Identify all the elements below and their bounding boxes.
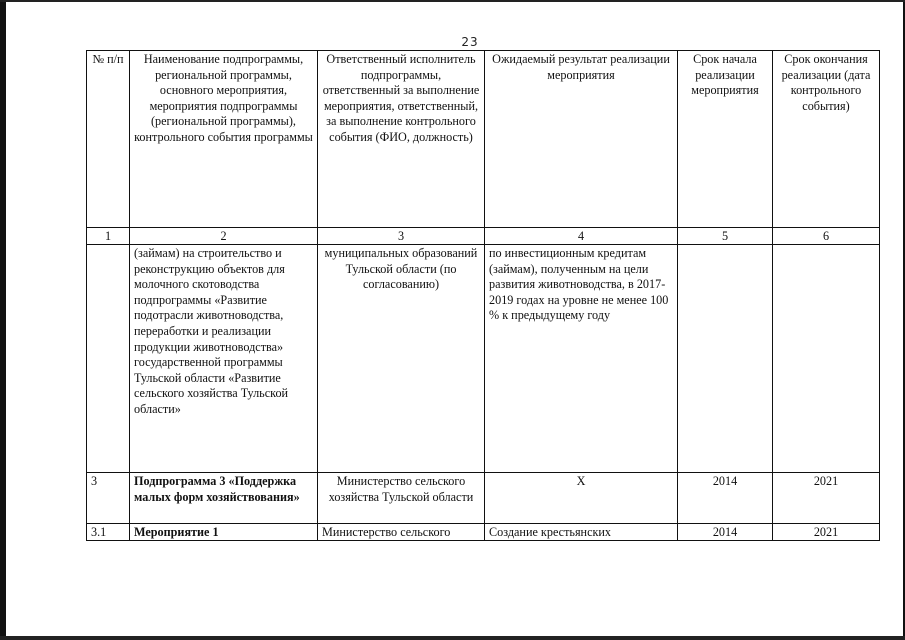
column-number-row [87,228,880,245]
row-result: X [485,473,678,524]
row-number: 3.1 [87,524,130,541]
activities-table [86,50,880,541]
row-start: 2014 [678,524,773,541]
table-row [87,524,880,541]
column-number: 2 [130,228,318,245]
column-number: 1 [87,228,130,245]
column-number: 6 [773,228,880,245]
row-responsible: муниципальных образований Тульской области (по согласованию) [318,245,485,473]
row-end: 2021 [773,473,880,524]
row-end [773,245,880,473]
row-responsible: Министерство сельского [318,524,485,541]
row-start [678,245,773,473]
column-number: 5 [678,228,773,245]
header-start: Срок начала реализации мероприятия [678,51,773,228]
row-responsible: Министерство сельского хозяйства Тульской области [318,473,485,524]
header-number: № п/п [87,51,130,228]
table-header-row [87,51,880,228]
column-number: 4 [485,228,678,245]
table-row [87,245,880,473]
row-result: Создание крестьянских [485,524,678,541]
header-end: Срок окончания реализации (дата контрольного события) [773,51,880,228]
column-number: 3 [318,228,485,245]
header-name: Наименование подпрограммы, региональной программы, основного мероприятия, мероприятия подпрограммы (региональной программы), контрольного события программы [130,51,318,228]
header-responsible: Ответственный исполнитель подпрограммы, ответственный за выполнение мероприятия, ответственный, за выполнение контрольного события (ФИО, должность) [318,51,485,228]
row-name: Подпрограмма 3 «Поддержка малых форм хозяйствования» [130,473,318,524]
row-number: 3 [87,473,130,524]
header-result: Ожидаемый результат реализации мероприятия [485,51,678,228]
row-result: по инвестиционным кредитам (займам), полученным на цели развития животноводства, в 2017-2019 годах на уровне не менее 100 % к предыдущему году [485,245,678,473]
table-row [87,473,880,524]
row-end: 2021 [773,524,880,541]
scan-border-top [0,0,905,2]
scan-border-bottom [0,636,905,640]
row-start: 2014 [678,473,773,524]
row-name: Мероприятие 1 [130,524,318,541]
scan-border-left [0,0,6,640]
row-number [87,245,130,473]
row-name: (займам) на строительство и реконструкцию объектов для молочного скотоводства подпрограммы «Развитие подотрасли животноводства, переработки и реализации продукции животноводства» государственной программы Тульской области «Развитие сельского хозяйства Тульской области» [130,245,318,473]
page-number: 23 [461,35,479,49]
